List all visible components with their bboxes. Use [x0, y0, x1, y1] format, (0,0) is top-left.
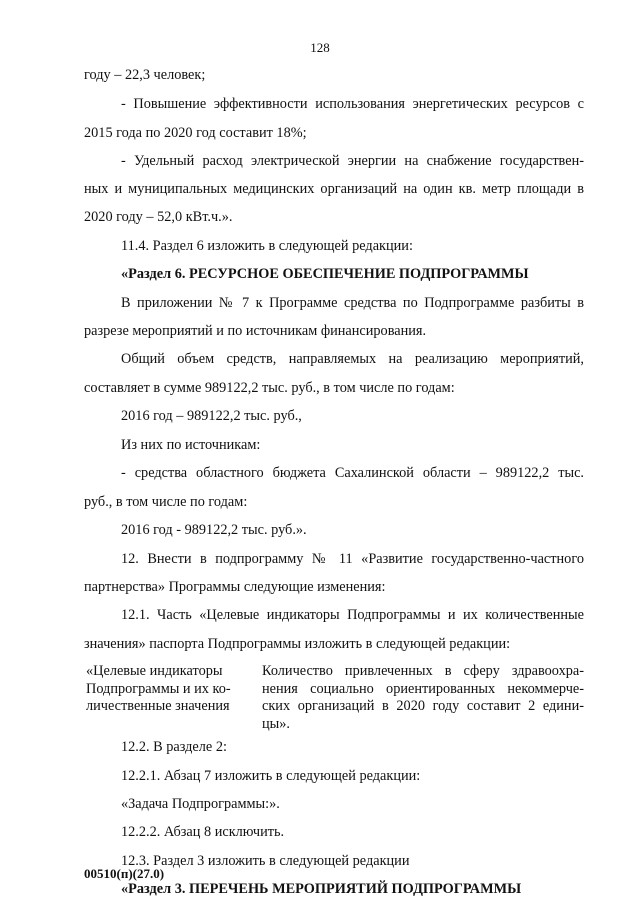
page-number: 128	[310, 40, 330, 55]
text-line: партнерства» Программы следующие изменения:	[84, 579, 386, 595]
text-line: - средства областного бюджета Сахалинской области – 989122,2 тыс.	[121, 465, 584, 481]
section-heading: «Раздел 3. ПЕРЕЧЕНЬ МЕРОПРИЯТИЙ ПОДПРОГРАММЫ	[121, 881, 522, 897]
table-value-line: ских организаций в 2020 году составит 2 едини-	[262, 698, 584, 714]
text-line: руб., в том числе по годам:	[84, 494, 248, 510]
text-line: разрезе мероприятий и по источникам финансирования.	[84, 323, 427, 339]
table-value-cell	[262, 663, 584, 733]
text-line: Из них по источникам:	[121, 437, 261, 453]
text-line: 12.3. Раздел 3 изложить в следующей редакции	[121, 853, 410, 869]
text-line: В приложении № 7 к Программе средства по Подпрограмме разбиты в	[121, 295, 584, 311]
table-label-line: личественные значения	[86, 698, 230, 714]
text-line: 12.2.2. Абзац 8 исключить.	[121, 824, 285, 840]
table-value-line: Количество привлеченных в сферу здравоохра-	[262, 663, 584, 679]
text-line: 2016 год - 989122,2 тыс. руб.».	[121, 522, 307, 538]
document-code: 00510(п)(27.0)	[84, 866, 165, 881]
text-line: 12.1. Часть «Целевые индикаторы Подпрограммы и их количественные	[121, 607, 584, 623]
text-line: 2015 года по 2020 год составит 18%;	[84, 125, 307, 141]
text-line: значения» паспорта Подпрограммы изложить в следующей редакции:	[84, 636, 511, 652]
text-line: - Удельный расход электрической энергии на снабжение государствен-	[121, 153, 584, 169]
text-line: 12. Внести в подпрограмму № 11 «Развитие государственно-частного	[121, 551, 584, 567]
text-line: Общий объем средств, направляемых на реализацию мероприятий,	[121, 351, 584, 367]
text-line: - Повышение эффективности использования энергетических ресурсов с	[121, 96, 584, 112]
text-line: составляет в сумме 989122,2 тыс. руб., в том числе по годам:	[84, 380, 455, 396]
table-label-line: Подпрограммы и их ко-	[86, 680, 231, 697]
text-line: 2016 год – 989122,2 тыс. руб.,	[121, 408, 302, 424]
text-line: 11.4. Раздел 6 изложить в следующей редакции:	[121, 238, 413, 254]
text-line: ных и муниципальных медицинских организаций на один кв. метр площади в	[84, 181, 584, 197]
text-line: году – 22,3 человек;	[84, 67, 206, 83]
text-line: 12.2. В разделе 2:	[121, 739, 227, 755]
table-value-line: цы».	[262, 715, 290, 732]
table-value-line: нения социально ориентированных некоммерче-	[262, 680, 584, 697]
section-heading: «Раздел 6. РЕСУРСНОЕ ОБЕСПЕЧЕНИЕ ПОДПРОГРАММЫ	[121, 266, 529, 282]
text-line: 12.2.1. Абзац 7 изложить в следующей редакции:	[121, 768, 421, 784]
table-label-line: «Целевые индикаторы	[86, 663, 223, 679]
text-line: 2020 году – 52,0 кВт.ч.».	[84, 209, 233, 225]
text-line: «Задача Подпрограммы:».	[121, 796, 280, 812]
table-label-cell	[86, 663, 246, 716]
